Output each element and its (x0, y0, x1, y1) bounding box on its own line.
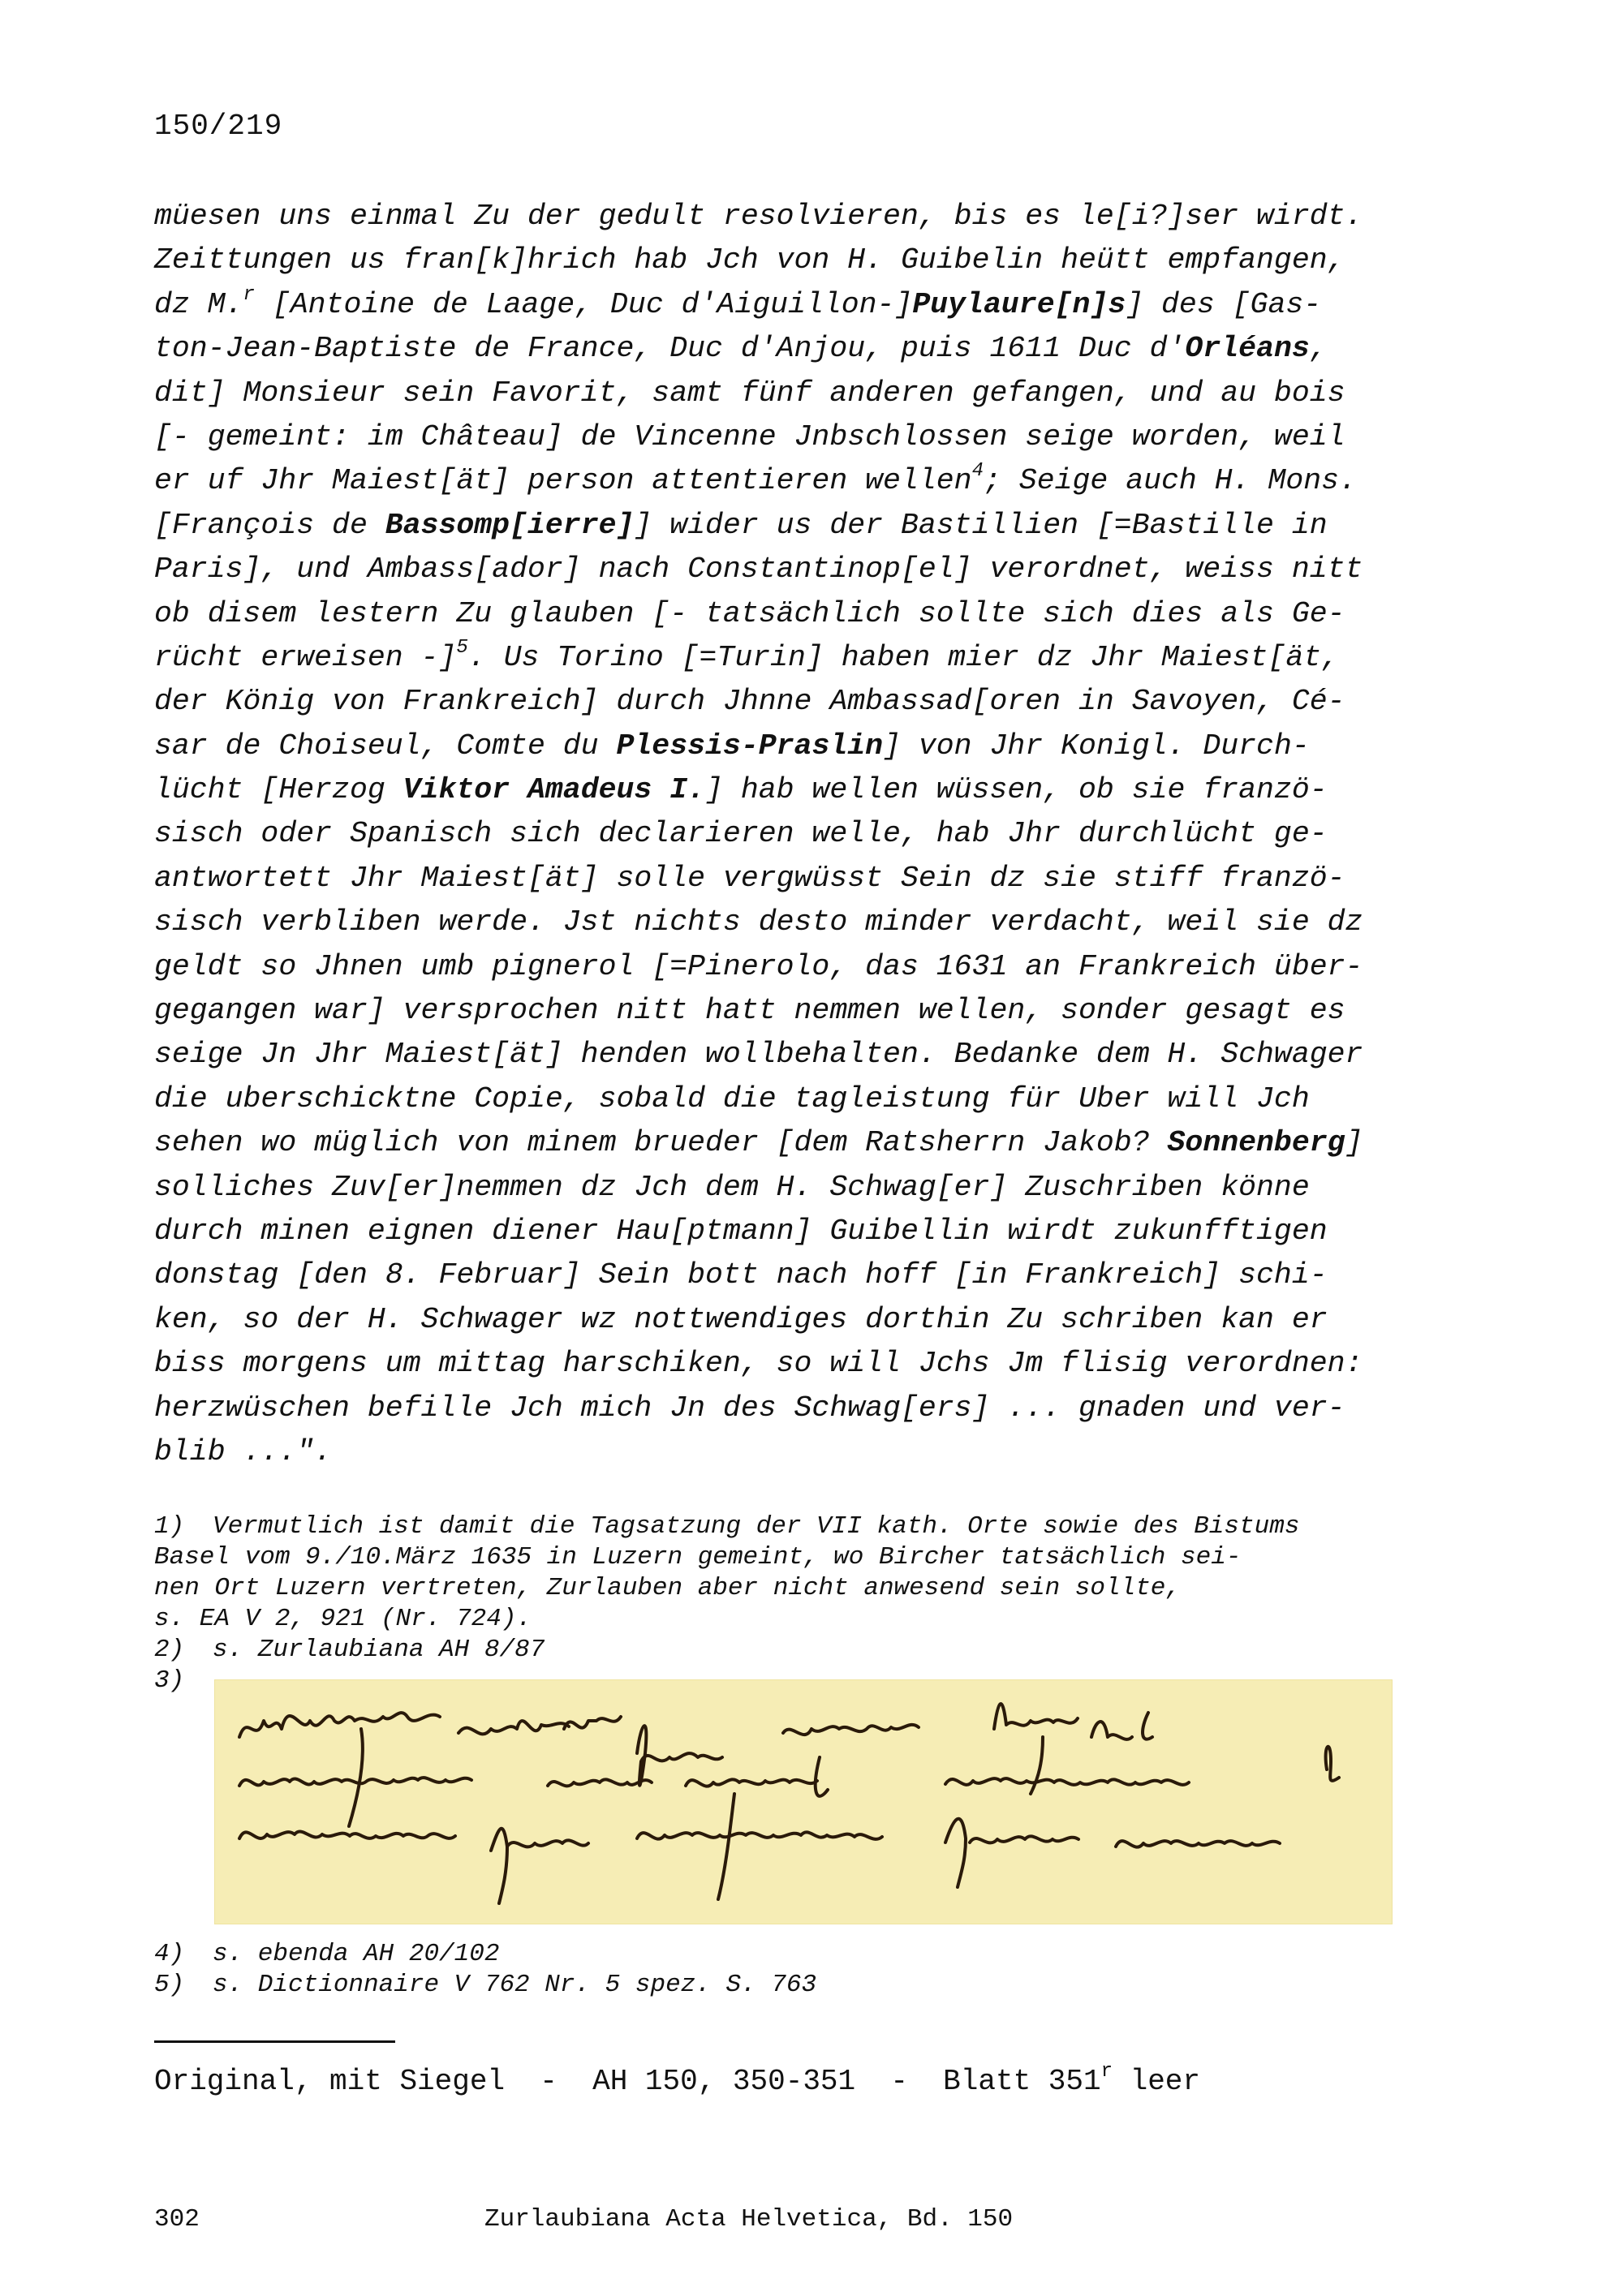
body-line (154, 1033, 1396, 1077)
bold-name: Sonnenberg (1167, 1126, 1345, 1160)
body-line (154, 415, 1396, 459)
text-span: ton-Jean-Baptiste de France, Duc d'Anjou, puis 1611 Duc d' (154, 332, 1186, 366)
footnotes-lower (154, 1939, 1420, 2001)
body-line (154, 901, 1396, 944)
text-span: antwortett Jhr Maiest[ät] solle vergwüsst Sein dz sie stiff franzö- (154, 861, 1345, 895)
text-span: ken, so der H. Schwager wz nottwendiges dorthin Zu schriben kan er (154, 1302, 1328, 1336)
body-line (154, 989, 1396, 1033)
footnote-number: 3) (154, 1666, 185, 1695)
text-span: ] hab wellen wüssen, ob sie franzö- (705, 773, 1328, 807)
body-line (154, 724, 1396, 768)
bold-name: Viktor Amadeus I. (403, 773, 706, 807)
body-line (154, 1342, 1396, 1386)
text-span: . Us Torino [=Turin] haben mier dz Jhr Maiest[ät, (467, 640, 1340, 674)
text-span: sar de Choiseul, Comte du (154, 729, 617, 763)
footnote-number: 2) (154, 1636, 185, 1664)
transcription-body (154, 195, 1396, 1474)
text-span: Zeittungen us fran[k]hrich hab Jch von H. Guibelin heütt empfangen, (154, 243, 1345, 277)
text-span: ] (1345, 1126, 1363, 1160)
text-span: donstag [den 8. Februar] Sein bott nach hoff [in Frankreich] schi- (154, 1258, 1328, 1292)
body-line (154, 1166, 1396, 1210)
footnote-text: s. ebenda AH 20/102 (213, 1940, 500, 1968)
source-note (154, 2061, 1201, 2098)
text-span: ] wider us der Bastillien [=Bastille in (634, 508, 1328, 542)
bold-name: Orléans (1185, 332, 1310, 366)
text-span: sisch oder Spanisch sich declarieren welle, hab Jhr durchlücht ge- (154, 817, 1328, 851)
text-span: durch minen eignen diener Hau[ptmann] Guibellin wirdt zukunfftigen (154, 1214, 1328, 1248)
body-line (154, 812, 1396, 856)
source-sup: r (1100, 2061, 1113, 2083)
text-span: der König von Frankreich] durch Jhnne Ambassad[oren in Savoyen, Cé- (154, 685, 1345, 719)
text-span: solliches Zuv[er]nemmen dz Jch dem H. Schwag[er] Zuschriben könne (154, 1170, 1310, 1204)
body-line (154, 857, 1396, 901)
body-line (154, 1387, 1396, 1430)
text-span: ob disem lestern Zu glauben [- tatsächlich sollte sich dies als Ge- (154, 596, 1345, 630)
text-span: die uberschicktne Copie, sobald die tagleistung für Uber will Jch (154, 1081, 1310, 1116)
footer-title: Zurlaubiana Acta Helvetica, Bd. 150 (484, 2205, 1014, 2234)
footnotes-upper (154, 1511, 1420, 1696)
footnote-1-line-4: s. EA V 2, 921 (Nr. 724). (154, 1605, 532, 1633)
text-span: geldt so Jhnen umb pignerol [=Pinerolo, das 1631 an Frankreich über- (154, 949, 1363, 983)
source-text: Original, mit Siegel - AH 150, 350-351 - Blatt 351 (154, 2065, 1101, 2098)
footnote-5 (154, 1970, 1420, 2001)
footnote-ref: r (243, 283, 255, 306)
text-span: lücht [Herzog (154, 773, 403, 807)
body-line (154, 548, 1396, 591)
footnote-1-line-3: nen Ort Luzern vertreten, Zurlauben aber nicht anwesend sein sollte, (154, 1574, 1182, 1602)
footnote-1-line-2: Basel vom 9./10.März 1635 in Luzern gemeint, wo Bircher tatsächlich sei- (154, 1543, 1242, 1572)
text-span: ] des [Gas- (1126, 287, 1322, 321)
manuscript-image (214, 1679, 1393, 1924)
body-line (154, 636, 1396, 680)
body-line (154, 1253, 1396, 1297)
body-line (154, 592, 1396, 636)
body-line (154, 239, 1396, 282)
body-line (154, 1121, 1396, 1165)
footnote-1 (154, 1511, 1420, 1542)
body-line (154, 680, 1396, 724)
body-line (154, 372, 1396, 415)
body-line (154, 1298, 1396, 1342)
text-span: [- gemeint: im Château] de Vincenne Jnbschlossen seige worden, weil (154, 419, 1345, 454)
footnote-number: 4) (154, 1940, 185, 1968)
body-line (154, 1210, 1396, 1253)
text-span: [François de (154, 508, 385, 542)
bold-name: Bassomp[ierre] (385, 508, 635, 542)
body-line (154, 283, 1396, 327)
text-span: sehen wo müglich von minem brueder [dem Ratsherrn Jakob? (154, 1126, 1168, 1160)
page-counter: 150/219 (154, 110, 283, 143)
footnote-text: Vermutlich ist damit die Tagsatzung der VII kath. Orte sowie des Bistums (213, 1512, 1300, 1541)
body-line (154, 195, 1396, 239)
footer-page-number: 302 (154, 2205, 200, 2234)
separator-rule (154, 2040, 395, 2043)
footnote-ref: 5 (456, 636, 468, 659)
text-span: gegangen war] versprochen nitt hatt nemmen wellen, sonder gesagt es (154, 994, 1345, 1028)
body-line (154, 1430, 1396, 1474)
footnote-text: s. Zurlaubiana AH 8/87 (213, 1636, 545, 1664)
text-span: er uf Jhr Maiest[ät] person attentieren wellen (154, 464, 972, 498)
text-span: ; Seige auch H. Mons. (983, 464, 1357, 498)
bold-name: Puylaure[n]s (912, 287, 1126, 321)
text-span: dit] Monsieur sein Favorit, samt fünf anderen gefangen, und au bois (154, 376, 1345, 410)
text-span: Paris], und Ambass[ador] nach Constantinop[el] verordnet, weiss nitt (154, 553, 1363, 587)
text-span: herzwüschen befille Jch mich Jn des Schwag[ers] ... gnaden und ver- (154, 1391, 1345, 1425)
body-line (154, 768, 1396, 812)
footnote-ref: 4 (971, 460, 984, 483)
body-line (154, 945, 1396, 989)
text-span: seige Jn Jhr Maiest[ät] henden wollbehalten. Bedanke dem H. Schwager (154, 1038, 1363, 1072)
text-span: rücht erweisen -] (154, 640, 457, 674)
text-span: biss morgens um mittag harschiken, so will Jchs Jm flisig verordnen: (154, 1347, 1363, 1381)
body-line (154, 504, 1396, 548)
text-span: [Antoine de Laage, Duc d'Aiguillon-] (254, 287, 913, 321)
text-span: blib ...". (154, 1434, 333, 1468)
body-line (154, 459, 1396, 503)
footnote-text: s. Dictionnaire V 762 Nr. 5 spez. S. 763 (213, 1971, 817, 1999)
text-span: müesen uns einmal Zu der gedult resolvieren, bis es le[i?]ser wirdt. (154, 200, 1363, 233)
footnote-4 (154, 1939, 1420, 1970)
bold-name: Plessis-Praslin (616, 729, 884, 763)
text-span: ] von Jhr Konigl. Durch- (883, 729, 1310, 763)
text-span: dz M. (154, 287, 243, 321)
source-suffix: leer (1113, 2065, 1201, 2098)
footnote-number: 1) (154, 1512, 185, 1541)
handwriting-icon (215, 1680, 1392, 1924)
footnote-2 (154, 1635, 1420, 1666)
text-span: sisch verbliben werde. Jst nichts desto minder verdacht, weil sie dz (154, 905, 1363, 939)
body-line (154, 327, 1396, 371)
text-span: , (1309, 332, 1328, 366)
body-line (154, 1077, 1396, 1121)
footnote-number: 5) (154, 1971, 185, 1999)
